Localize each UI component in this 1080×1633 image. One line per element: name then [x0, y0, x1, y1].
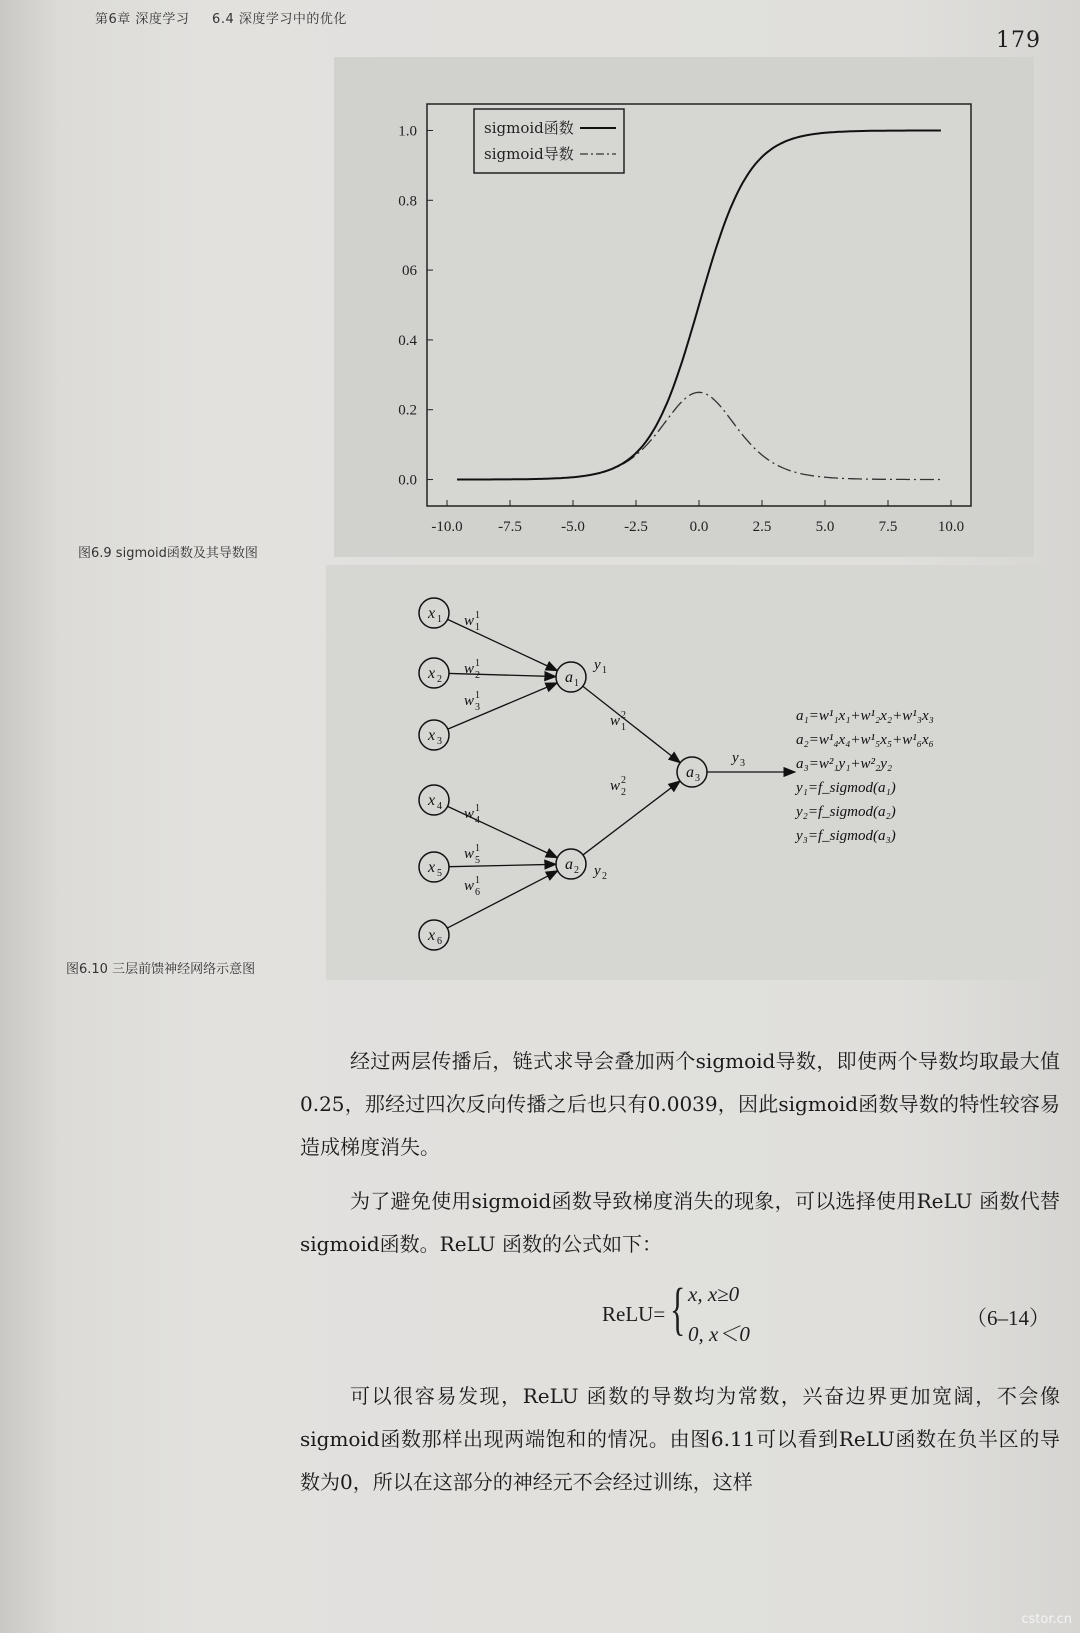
- equation-6: y₃=f_sigmod(a₃): [796, 828, 896, 844]
- x-tick-label: 7.5: [878, 519, 898, 535]
- input-node-x6-subscript: 6: [437, 936, 442, 947]
- output-label-y2: y: [594, 863, 601, 879]
- relu-equation: [560, 1278, 1060, 1358]
- weight-w1-1-sup: 1: [475, 610, 480, 621]
- weight-w6-1: w: [464, 878, 475, 894]
- weight-w1-2-sup: 2: [621, 710, 626, 721]
- input-node-x3-subscript: 3: [437, 736, 442, 747]
- input-node-x1-subscript: 1: [437, 614, 442, 625]
- equation-number: （6–14）: [966, 1306, 1050, 1330]
- input-node-x1-label: x: [428, 605, 436, 622]
- input-node-x2: [419, 658, 449, 688]
- input-node-x5-label: x: [428, 859, 436, 876]
- input-node-x4-label: x: [428, 792, 436, 809]
- output-node-a3-label: a: [686, 764, 694, 781]
- weight-w1-1-sub: 1: [475, 622, 480, 633]
- left-brace: {: [670, 1276, 686, 1341]
- equation-case-2: 0, x＜0: [688, 1322, 750, 1346]
- weight-w2-1-sub: 2: [475, 670, 480, 681]
- input-node-x5-subscript: 5: [437, 868, 442, 879]
- input-node-x4: [419, 785, 449, 815]
- x-tick-label: 2.5: [752, 519, 772, 535]
- output-label-y3: y: [732, 750, 739, 766]
- equation-3: a₃=w²₁y₁+w²₂y₂: [796, 756, 893, 772]
- weight-w2-1-sup: 1: [475, 658, 480, 669]
- input-node-x5: [419, 852, 449, 882]
- input-node-x2-label: x: [428, 665, 436, 682]
- x-tick-label: 0.0: [689, 519, 709, 535]
- neural-network-diagram: [326, 565, 1046, 980]
- figure-6-10-caption: 图6.10 三层前馈神经网络示意图: [66, 962, 256, 977]
- input-node-x6-label: x: [428, 927, 436, 944]
- equation-2: a₂=w¹₄x₄+w¹₅x₅+w¹₆x₆: [796, 732, 934, 748]
- paragraph-gradient-vanishing: [300, 1040, 1060, 1169]
- edge-a1-a3: [583, 686, 680, 762]
- weight-w3-1-sup: 1: [475, 690, 480, 701]
- input-node-x4-subscript: 4: [437, 801, 442, 812]
- legend: [474, 109, 624, 173]
- weight-w1-2-sub: 1: [621, 722, 626, 733]
- paragraph-relu-intro: [300, 1180, 1060, 1266]
- hidden-node-a1-label: a: [565, 669, 573, 686]
- paragraph-relu-derivative: [300, 1375, 1060, 1504]
- input-node-x6: [419, 920, 449, 950]
- equation-case-1: x, x≥0: [688, 1282, 740, 1306]
- sigmoid-chart: [334, 57, 1034, 557]
- hidden-node-a2: [556, 849, 586, 879]
- y-tick-label: 06: [402, 263, 417, 280]
- weight-w4-1-sub: 4: [475, 815, 480, 826]
- weight-w4-1-sup: 1: [475, 803, 480, 814]
- output-label-y1: y: [594, 657, 601, 673]
- output-node-a3: [677, 757, 707, 787]
- weight-w6-1-sup: 1: [475, 875, 480, 886]
- edge-x5-a2: [449, 864, 556, 866]
- paragraph-2: 为了避免使用sigmoid函数导致梯度消失的现象，可以选择使用ReLU 函数代替sigmoid函数。ReLU 函数的公式如下：: [300, 1189, 1060, 1256]
- equation-5: y₂=f_sigmod(a₂): [796, 804, 896, 820]
- hidden-node-a1: [556, 662, 586, 692]
- network-equations: [794, 708, 934, 844]
- weight-w5-1-sup: 1: [475, 843, 480, 854]
- y-tick-label: 0.4: [398, 332, 417, 349]
- output-node-a3-subscript: 3: [695, 773, 700, 784]
- output-label-y1-sub: 1: [602, 665, 607, 676]
- input-node-x3-label: x: [428, 727, 436, 744]
- section-title: 6.4 深度学习中的优化: [212, 12, 347, 27]
- output-label-y2-sub: 2: [602, 871, 607, 882]
- paragraph-3: 可以很容易发现，ReLU 函数的导数均为常数，兴奋边界更加宽阔，不会像sigmoid函数那样出现两端饱和的情况。由图6.11可以看到ReLU函数在负半区的导数为0，所以在这部分的神经元不会经过训练，这样: [300, 1384, 1060, 1494]
- x-tick-label: -7.5: [498, 519, 522, 535]
- paragraph-1: 经过两层传播后，链式求导会叠加两个sigmoid导数，即使两个导数均取最大值0.25，那经过四次反向传播之后也只有0.0039，因此sigmoid函数导数的特性较容易造成梯度消失。: [300, 1049, 1060, 1159]
- y-tick-label: 0.8: [398, 193, 417, 210]
- hidden-node-a2-label: a: [565, 856, 573, 873]
- edge-a2-a3: [583, 781, 680, 855]
- chapter-title: 第6章 深度学习: [95, 12, 190, 27]
- weight-w5-1: w: [464, 846, 475, 862]
- page-number: 179: [996, 28, 1041, 53]
- equation-lhs: ReLU=: [602, 1302, 666, 1326]
- weight-w2-2-sub: 2: [621, 787, 626, 798]
- input-node-x3: [419, 720, 449, 750]
- x-tick-label: 10.0: [937, 519, 965, 535]
- input-node-x1: [419, 598, 449, 628]
- equation-4: y₁=f_sigmod(a₁): [796, 780, 896, 796]
- input-node-x2-subscript: 2: [437, 674, 442, 685]
- weight-w2-2: w: [610, 778, 621, 794]
- weight-w3-1-sub: 3: [475, 702, 480, 713]
- weight-w1-1: w: [464, 613, 475, 629]
- x-tick-label: 5.0: [815, 519, 835, 535]
- weight-w2-2-sup: 2: [621, 775, 626, 786]
- weight-w3-1: w: [464, 693, 475, 709]
- y-tick-label: 0.2: [398, 402, 417, 419]
- equation-1: a₁=w¹₁x₁+w¹₂x₂+w¹₃x₃: [796, 708, 934, 724]
- x-tick-label: -10.0: [431, 519, 463, 535]
- output-label-y3-sub: 3: [740, 758, 745, 769]
- watermark: cstor.cn: [1021, 1612, 1072, 1627]
- weight-w6-1-sub: 6: [475, 887, 480, 898]
- hidden-node-a1-subscript: 1: [574, 678, 579, 689]
- weight-w4-1: w: [464, 806, 475, 822]
- hidden-node-a2-subscript: 2: [574, 865, 579, 876]
- running-header: [95, 8, 365, 27]
- figure-6-9-caption: 图6.9 sigmoid函数及其导数图: [78, 546, 258, 561]
- weight-w5-1-sub: 5: [475, 855, 480, 866]
- y-tick-label: 1.0: [398, 123, 417, 140]
- weight-w2-1: w: [464, 661, 475, 677]
- legend-label-sigmoid: sigmoid函数: [484, 119, 574, 137]
- x-tick-label: -2.5: [624, 519, 648, 535]
- legend-label-derivative: sigmoid导数: [484, 145, 574, 163]
- x-tick-label: -5.0: [561, 519, 585, 535]
- y-tick-label: 0.0: [398, 472, 417, 489]
- weight-w1-2: w: [610, 713, 621, 729]
